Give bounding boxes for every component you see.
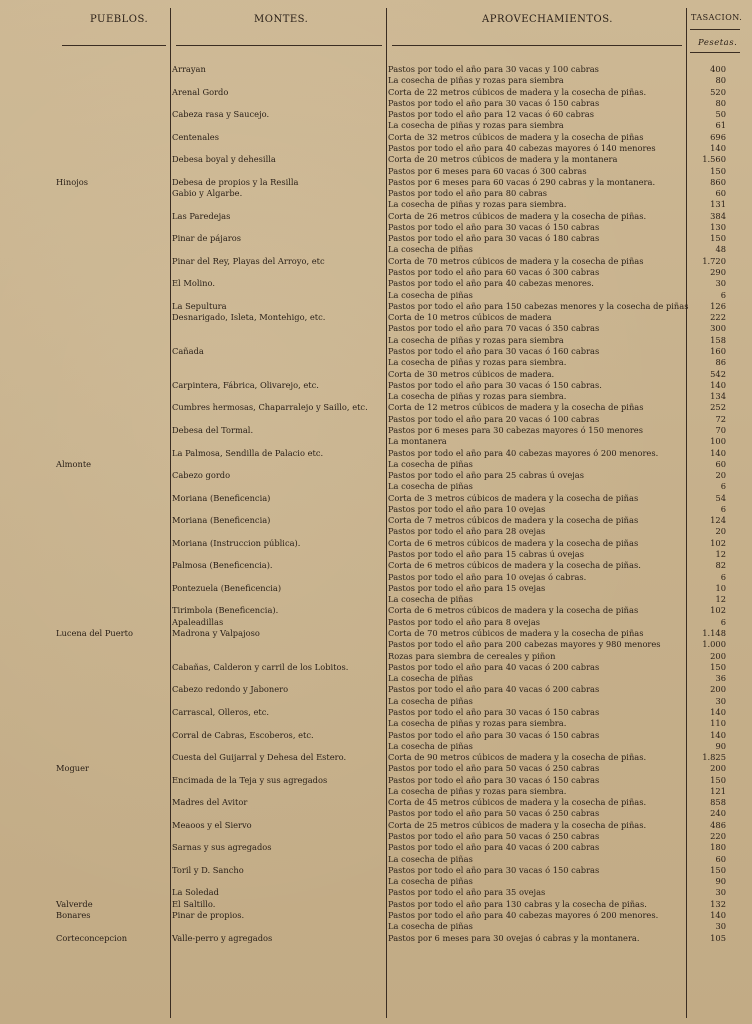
tasacion-cell: 150 <box>710 165 726 176</box>
table-row <box>0 921 752 932</box>
table-row <box>0 526 752 537</box>
aprovechamiento-cell: La cosecha de piñas y rozas para siembra <box>388 75 564 86</box>
aprovechamiento-cell: Pastos por todo el año para 30 vacas ó 150 cabras <box>388 221 600 232</box>
table-row <box>0 594 752 605</box>
table-row <box>0 662 752 673</box>
aprovechamiento-cell: Pastos por todo el año para 20 vacas ó 100 cabras <box>388 413 600 424</box>
tasacion-cell: 60 <box>715 853 726 864</box>
table-row <box>0 651 752 662</box>
aprovechamiento-cell: Corta de 12 metros cúbicos de madera y la cosecha de piñas <box>388 402 644 413</box>
table-row <box>0 425 752 436</box>
tasacion-cell: 140 <box>710 706 726 717</box>
table-row <box>0 64 752 75</box>
aprovechamiento-cell: Pastos por todo el año para 150 cabezas menores y la cosecha de piñas <box>388 300 689 311</box>
table-row <box>0 278 752 289</box>
pueblo-cell: Moguer <box>56 763 90 774</box>
tasacion-cell: 200 <box>710 684 726 695</box>
aprovechamiento-cell: La cosecha de piñas <box>388 673 473 684</box>
pueblo-cell: Valverde <box>56 898 93 909</box>
aprovechamiento-cell: Pastos por todo el año para 40 vacas ó 200 cabras <box>388 661 600 672</box>
aprovechamiento-cell: La cosecha de piñas y rozas para siembra <box>388 334 564 345</box>
pueblo-cell: Lucena del Puerto <box>56 628 133 638</box>
monte-cell: La Palmosa, Sendilla de Palacio etc. <box>172 447 324 458</box>
header-rule-tasacion <box>690 52 740 53</box>
aprovechamiento-cell: La montanera <box>388 436 447 447</box>
tasacion-cell: 30 <box>715 278 726 289</box>
aprovechamiento-cell: Pastos por todo el año para 15 cabras ú ovejas <box>388 549 585 560</box>
table-row <box>0 188 752 199</box>
monte-cell: Cumbres hermosas, Chaparralejo y Saillo, etc. <box>172 402 368 413</box>
table-row <box>0 436 752 447</box>
tasacion-cell: 1.560 <box>702 154 726 165</box>
table-row <box>0 120 752 131</box>
aprovechamiento-cell: Corta de 45 metros cúbicos de madera y la cosecha de piñas. <box>388 797 647 808</box>
aprovechamiento-cell: Pastos por todo el año para 8 ovejas <box>388 616 541 627</box>
table-row <box>0 380 752 391</box>
table-row <box>0 933 752 944</box>
monte-cell: Cabezo redondo y Jabonero <box>172 684 289 695</box>
aprovechamiento-cell: Pastos por todo el año para 30 vacas ó 150 cabras <box>388 97 600 108</box>
tasacion-cell: 30 <box>715 695 726 706</box>
monte-cell: Carpintera, Fábrica, Olivarejo, etc. <box>172 379 319 390</box>
table-row <box>0 109 752 120</box>
aprovechamiento-cell: Pastos por todo el año para 200 cabezas mayores y 980 menores <box>388 639 661 650</box>
tasacion-cell: 542 <box>710 368 726 379</box>
aprovechamiento-cell: Pastos por todo el año para 60 vacas ó 300 cabras <box>388 267 600 278</box>
aprovechamiento-cell: Corta de 26 metros cúbicos de madera y la cosecha de piñas. <box>388 210 647 221</box>
table-row <box>0 493 752 504</box>
table-row <box>0 628 752 639</box>
tasacion-cell: 400 <box>710 64 726 74</box>
table-row <box>0 222 752 233</box>
tasacion-cell: 140 <box>710 729 726 740</box>
tasacion-cell: 60 <box>715 188 726 199</box>
aprovechamiento-cell: Pastos por todo el año para 50 vacas ó 250 cabras <box>388 831 600 842</box>
tasacion-cell: 140 <box>710 142 726 153</box>
aprovechamiento-cell: Pastos por todo el año para 30 vacas y 100 cabras <box>388 64 599 74</box>
table-row <box>0 876 752 887</box>
monte-cell: Encimada de la Teja y sus agregados <box>172 774 328 785</box>
tasacion-cell: 290 <box>710 267 726 278</box>
monte-cell: Centenales <box>172 131 219 142</box>
tasacion-cell: 300 <box>710 323 726 334</box>
aprovechamiento-cell: Pastos por todo el año para 30 vacas ó 150 cabras. <box>388 379 602 390</box>
aprovechamiento-cell: La cosecha de piñas <box>388 695 473 706</box>
tasacion-cell: 54 <box>715 492 726 503</box>
table-row <box>0 763 752 774</box>
table-row <box>0 854 752 865</box>
monte-cell: Apaleadillas <box>172 616 224 627</box>
aprovechamiento-cell: Corta de 20 metros cúbicos de madera y la montanera <box>388 154 618 165</box>
aprovechamiento-cell: Rozas para siembra de cereales y piñon <box>388 650 556 661</box>
table-row <box>0 583 752 594</box>
tasacion-cell: 86 <box>715 357 726 368</box>
tasacion-cell: 180 <box>710 842 726 853</box>
tasacion-cell: 384 <box>710 210 726 221</box>
table-row <box>0 132 752 143</box>
aprovechamiento-cell: Pastos por todo el año para 15 ovejas <box>388 582 546 593</box>
tasacion-cell: 131 <box>710 199 726 210</box>
header-rule-aprov <box>392 45 682 46</box>
aprovechamiento-cell: Pastos por todo el año para 30 vacas ó 150 cabras <box>388 706 600 717</box>
aprovechamiento-cell: Pastos por todo el año para 40 cabezas mayores ó 140 menores <box>388 142 656 153</box>
aprovechamiento-cell: Pastos por todo el año para 30 vacas ó 150 cabras <box>388 729 600 740</box>
tasacion-cell: 80 <box>715 75 726 86</box>
aprovechamiento-cell: Corta de 22 metros cúbicos de madera y la cosecha de piñas. <box>388 86 647 97</box>
table-row <box>0 301 752 312</box>
pueblo-cell: Almonte <box>56 458 92 469</box>
tasacion-cell: 102 <box>710 605 726 616</box>
tasacion-cell: 486 <box>710 819 726 830</box>
aprovechamiento-cell: Corta de 90 metros cúbicos de madera y la cosecha de piñas. <box>388 752 647 763</box>
tasacion-cell: 12 <box>715 549 726 560</box>
tasacion-cell: 50 <box>715 109 726 120</box>
aprovechamiento-cell: La cosecha de piñas <box>388 481 473 492</box>
aprovechamiento-cell: La cosecha de piñas <box>388 289 473 300</box>
aprovechamiento-cell: Pastos por todo el año para 80 cabras <box>388 188 548 199</box>
monte-cell: Valle-perro y agregados <box>172 932 273 943</box>
monte-cell: Moriana (Beneficencia) <box>172 515 271 526</box>
aprovechamiento-cell: La cosecha de piñas <box>388 244 473 255</box>
table-row <box>0 391 752 402</box>
table-row <box>0 718 752 729</box>
tasacion-cell: 1.720 <box>702 255 726 266</box>
tasacion-cell: 20 <box>715 470 726 481</box>
table-row <box>0 402 752 413</box>
monte-cell: Carrascal, Olleros, etc. <box>172 706 269 717</box>
monte-cell: La Sepultura <box>172 300 227 311</box>
table-row <box>0 481 752 492</box>
tasacion-cell: 82 <box>715 560 726 571</box>
tasacion-cell: 240 <box>710 808 726 819</box>
aprovechamiento-cell: Corta de 6 metros cúbicos de madera y la cosecha de piñas <box>388 537 639 548</box>
table-row <box>0 673 752 684</box>
aprovechamiento-cell: La cosecha de piñas <box>388 853 473 864</box>
tasacion-cell: 150 <box>710 661 726 672</box>
table-row <box>0 887 752 898</box>
monte-cell: Cuesta del Guijarral y Dehesa del Estero. <box>172 752 347 763</box>
header-pesetas: Pesetas. <box>698 38 738 48</box>
tasacion-cell: 222 <box>710 312 726 323</box>
monte-cell: Debesa del Tormal. <box>172 424 254 435</box>
tasacion-cell: 200 <box>710 763 726 774</box>
tasacion-cell: 20 <box>715 526 726 537</box>
table-row <box>0 538 752 549</box>
table-row <box>0 75 752 86</box>
monte-cell: Debesa boyal y dehesilla <box>172 154 276 165</box>
aprovechamiento-cell: La cosecha de piñas <box>388 740 473 751</box>
table-row <box>0 639 752 650</box>
monte-cell: Madres del Avitor <box>172 797 248 808</box>
aprovechamiento-cell: Pastos por todo el año para 28 ovejas <box>388 526 546 537</box>
table-row <box>0 775 752 786</box>
tasacion-cell: 130 <box>710 221 726 232</box>
tasacion-cell: 220 <box>710 831 726 842</box>
aprovechamiento-cell: Pastos por todo el año para 30 vacas ó 150 cabras <box>388 864 600 875</box>
monte-cell: Meaoos y el Siervo <box>172 819 252 830</box>
tasacion-cell: 102 <box>710 537 726 548</box>
aprovechamiento-cell: Pastos por todo el año para 35 ovejas <box>388 887 546 898</box>
table-row <box>0 312 752 323</box>
tasacion-cell: 858 <box>710 797 726 808</box>
tasacion-cell: 30 <box>715 921 726 932</box>
table-row <box>0 166 752 177</box>
header-aprovechamientos: APROVECHAMIENTOS. <box>482 14 613 25</box>
table-row <box>0 448 752 459</box>
tasacion-cell: 160 <box>710 346 726 356</box>
table-row <box>0 786 752 797</box>
table-row <box>0 865 752 876</box>
tasacion-cell: 48 <box>715 244 726 255</box>
tasacion-cell: 252 <box>710 402 726 413</box>
tasacion-cell: 90 <box>715 740 726 751</box>
tasacion-cell: 150 <box>710 864 726 875</box>
header-rule-pueblos <box>62 45 166 46</box>
aprovechamiento-cell: La cosecha de piñas y rozas para siembra. <box>388 391 567 402</box>
monte-cell: Corral de Cabras, Escoberos, etc. <box>172 729 314 740</box>
aprovechamiento-cell: Corta de 32 metros cúbicos de madera y la cosecha de piñas <box>388 131 644 142</box>
aprovechamiento-cell: Pastos por todo el año para 50 vacas ó 250 cabras <box>388 808 600 819</box>
tasacion-cell: 100 <box>710 436 726 447</box>
tasacion-cell: 132 <box>710 898 726 909</box>
aprovechamiento-cell: La cosecha de piñas y rozas para siembra. <box>388 199 567 210</box>
table-row <box>0 267 752 278</box>
aprovechamiento-cell: Pastos por todo el año para 30 vacas ó 160 cabras <box>388 346 600 356</box>
aprovechamiento-cell: Pastos por todo el año para 10 ovejas <box>388 503 546 514</box>
monte-cell: Madrona y Valpajoso <box>172 628 260 638</box>
monte-cell: Sarnas y sus agregados <box>172 842 272 853</box>
header-pueblos: PUEBLOS. <box>90 14 149 25</box>
tasacion-cell: 6 <box>720 481 726 492</box>
table-row <box>0 211 752 222</box>
table-row <box>0 233 752 244</box>
table-row <box>0 414 752 425</box>
aprovechamiento-cell: Pastos por todo el año para 40 vacas ó 200 cabras <box>388 684 600 695</box>
tasacion-cell: 72 <box>715 413 726 424</box>
table-row <box>0 143 752 154</box>
pueblo-cell: Hinojos <box>56 176 89 187</box>
monte-cell: Gabio y Algarbe. <box>172 188 243 199</box>
aprovechamiento-cell: La cosecha de piñas y rozas para siembra. <box>388 357 567 368</box>
table-row <box>0 87 752 98</box>
aprovechamiento-cell: La cosecha de piñas <box>388 594 473 605</box>
table-row <box>0 177 752 188</box>
table-row <box>0 323 752 334</box>
aprovechamiento-cell: Pastos por todo el año para 40 cabezas mayores ó 200 menores. <box>388 447 659 458</box>
table-row <box>0 572 752 583</box>
tasacion-cell: 30 <box>715 887 726 898</box>
table-row <box>0 357 752 368</box>
table-row <box>0 797 752 808</box>
monte-cell: Cabezo gordo <box>172 470 231 481</box>
tasacion-cell: 90 <box>715 876 726 887</box>
aprovechamiento-cell: Pastos por 6 meses para 60 vacas ó 300 cabras <box>388 165 587 176</box>
aprovechamiento-cell: La cosecha de piñas y rozas para siembra. <box>388 718 567 729</box>
table-row <box>0 605 752 616</box>
tasacion-cell: 61 <box>715 120 726 131</box>
tasacion-cell: 1.148 <box>702 628 726 638</box>
table-row <box>0 335 752 346</box>
aprovechamiento-cell: Pastos por todo el año para 30 vacas ó 150 cabras <box>388 774 600 785</box>
aprovechamiento-cell: Pastos por todo el año para 130 cabras y la cosecha de piñas. <box>388 898 647 909</box>
tasacion-cell: 140 <box>710 910 726 920</box>
table-row <box>0 369 752 380</box>
table-row <box>0 549 752 560</box>
aprovechamiento-cell: La cosecha de piñas <box>388 876 473 887</box>
monte-cell: Arrayan <box>172 64 206 74</box>
aprovechamiento-cell: Pastos por todo el año para 30 vacas ó 180 cabras <box>388 233 600 244</box>
tasacion-cell: 110 <box>710 718 726 729</box>
table-row <box>0 560 752 571</box>
tasacion-cell: 6 <box>720 503 726 514</box>
tasacion-cell: 121 <box>710 785 726 796</box>
aprovechamiento-cell: La cosecha de piñas y rozas para siembra <box>388 120 564 131</box>
header-tasacion: TASACION. <box>691 13 743 22</box>
aprovechamiento-cell: Pastos por todo el año para 40 cabezas mayores ó 200 menores. <box>388 910 659 920</box>
tasacion-cell: 36 <box>715 673 726 684</box>
table-row <box>0 730 752 741</box>
table-row <box>0 696 752 707</box>
tasacion-cell: 124 <box>710 515 726 526</box>
table-row <box>0 808 752 819</box>
tasacion-cell: 12 <box>715 594 726 605</box>
table-row <box>0 684 752 695</box>
aprovechamiento-cell: Corta de 3 metros cúbicos de madera y la cosecha de piñas <box>388 492 639 503</box>
monte-cell: La Soledad <box>172 887 219 898</box>
aprovechamiento-cell: Pastos por todo el año para 40 vacas ó 200 cabras <box>388 842 600 853</box>
tasacion-cell: 6 <box>720 571 726 582</box>
aprovechamiento-cell: La cosecha de piñas <box>388 921 473 932</box>
monte-cell: Pinar de pájaros <box>172 233 241 244</box>
table-row <box>0 910 752 921</box>
table-row <box>0 831 752 842</box>
tasacion-cell: 6 <box>720 616 726 627</box>
aprovechamiento-cell: Pastos por 6 meses para 30 ovejas ó cabras y la montanera. <box>388 932 640 943</box>
aprovechamiento-cell: Corta de 30 metros cúbicos de madera. <box>388 368 555 379</box>
tasacion-cell: 140 <box>710 447 726 458</box>
monte-cell: Pinar de propios. <box>172 910 245 920</box>
aprovechamiento-cell: Corta de 7 metros cúbicos de madera y la cosecha de piñas <box>388 515 639 526</box>
header-montes: MONTES. <box>254 14 309 25</box>
monte-cell: Cabañas, Calderon y carril de los Lobitos. <box>172 661 349 672</box>
monte-cell: Tirimbola (Beneficencia). <box>172 605 279 616</box>
monte-cell: Moriana (Beneficencia) <box>172 492 271 503</box>
table-row <box>0 459 752 470</box>
aprovechamiento-cell: Corta de 6 metros cúbicos de madera y la cosecha de piñas <box>388 605 639 616</box>
monte-cell: Palmosa (Beneficencia). <box>172 560 273 571</box>
header-rule-tasacion-top <box>690 29 740 30</box>
table-row <box>0 515 752 526</box>
table-row <box>0 617 752 628</box>
monte-cell: Debesa de propios y la Resilla <box>172 176 299 187</box>
table-row <box>0 244 752 255</box>
aprovechamiento-cell: Corta de 6 metros cúbicos de madera y la cosecha de piñas. <box>388 560 641 571</box>
aprovechamiento-cell: Corta de 70 metros cúbicos de madera y la cosecha de piñas <box>388 255 644 266</box>
table-row <box>0 741 752 752</box>
monte-cell: Las Paredejas <box>172 210 231 221</box>
monte-cell: Cabeza rasa y Saucejo. <box>172 109 270 120</box>
aprovechamiento-cell: Pastos por todo el año para 40 cabezas menores. <box>388 278 594 289</box>
monte-cell: El Saltillo. <box>172 898 216 909</box>
monte-cell: Pontezuela (Beneficencia) <box>172 582 282 593</box>
aprovechamiento-cell: Pastos por todo el año para 70 vacas ó 350 cabras <box>388 323 600 334</box>
monte-cell: Cañada <box>172 346 204 356</box>
aprovechamiento-cell: Pastos por todo el año para 25 cabras ú ovejas <box>388 470 585 481</box>
aprovechamiento-cell: Pastos por todo el año para 50 vacas ó 250 cabras <box>388 763 600 774</box>
table-row <box>0 154 752 165</box>
tasacion-cell: 200 <box>710 650 726 661</box>
table-row <box>0 470 752 481</box>
tasacion-cell: 60 <box>715 458 726 469</box>
aprovechamiento-cell: Pastos por 6 meses para 60 vacas ó 290 cabras y la montanera. <box>388 176 656 187</box>
tasacion-cell: 6 <box>720 289 726 300</box>
monte-cell: Desnarigado, Isleta, Montehigo, etc. <box>172 312 326 323</box>
table-row <box>0 820 752 831</box>
tasacion-cell: 150 <box>710 233 726 244</box>
tasacion-cell: 70 <box>715 424 726 435</box>
monte-cell: Toril y D. Sancho <box>172 864 244 875</box>
tasacion-cell: 158 <box>710 334 726 345</box>
tasacion-cell: 105 <box>710 932 726 943</box>
aprovechamiento-cell: La cosecha de piñas y rozas para siembra. <box>388 785 567 796</box>
table-row <box>0 752 752 763</box>
table-row <box>0 504 752 515</box>
tasacion-cell: 140 <box>710 379 726 390</box>
tasacion-cell: 134 <box>710 391 726 402</box>
tasacion-cell: 1.825 <box>702 752 726 763</box>
table-row <box>0 707 752 718</box>
monte-cell: Pinar del Rey, Playas del Arroyo, etc <box>172 255 325 266</box>
aprovechamiento-cell: Pastos por todo el año para 10 ovejas ó cabras. <box>388 571 587 582</box>
table-row <box>0 98 752 109</box>
tasacion-cell: 150 <box>710 774 726 785</box>
tasacion-cell: 1.000 <box>702 639 726 650</box>
monte-cell: El Molino. <box>172 278 215 289</box>
table-row <box>0 199 752 210</box>
tasacion-cell: 80 <box>715 97 726 108</box>
aprovechamiento-cell: Corta de 25 metros cúbicos de madera y la cosecha de piñas. <box>388 819 647 830</box>
header-rule-montes <box>176 45 382 46</box>
tasacion-cell: 696 <box>710 131 726 142</box>
aprovechamiento-cell: Corta de 70 metros cúbicos de madera y la cosecha de piñas <box>388 628 644 638</box>
table-row <box>0 346 752 357</box>
tasacion-cell: 860 <box>710 176 726 187</box>
pueblo-cell: Corteconcepcion <box>56 932 128 943</box>
pueblo-cell: Bonares <box>56 910 91 920</box>
table-row <box>0 290 752 301</box>
table-row <box>0 899 752 910</box>
tasacion-cell: 520 <box>710 86 726 97</box>
tasacion-cell: 10 <box>715 582 726 593</box>
monte-cell: Arenal Gordo <box>172 86 229 97</box>
aprovechamiento-cell: La cosecha de piñas <box>388 458 473 469</box>
monte-cell: Moriana (Instruccion pública). <box>172 537 301 548</box>
table-row <box>0 842 752 853</box>
table-row <box>0 256 752 267</box>
aprovechamiento-cell: Pastos por todo el año para 12 vacas ó 60 cabras <box>388 109 594 120</box>
aprovechamiento-cell: Corta de 10 metros cúbicos de madera <box>388 312 552 323</box>
tasacion-cell: 126 <box>710 300 726 311</box>
aprovechamiento-cell: Pastos por 6 meses para 30 cabezas mayores ó 150 menores <box>388 424 643 435</box>
